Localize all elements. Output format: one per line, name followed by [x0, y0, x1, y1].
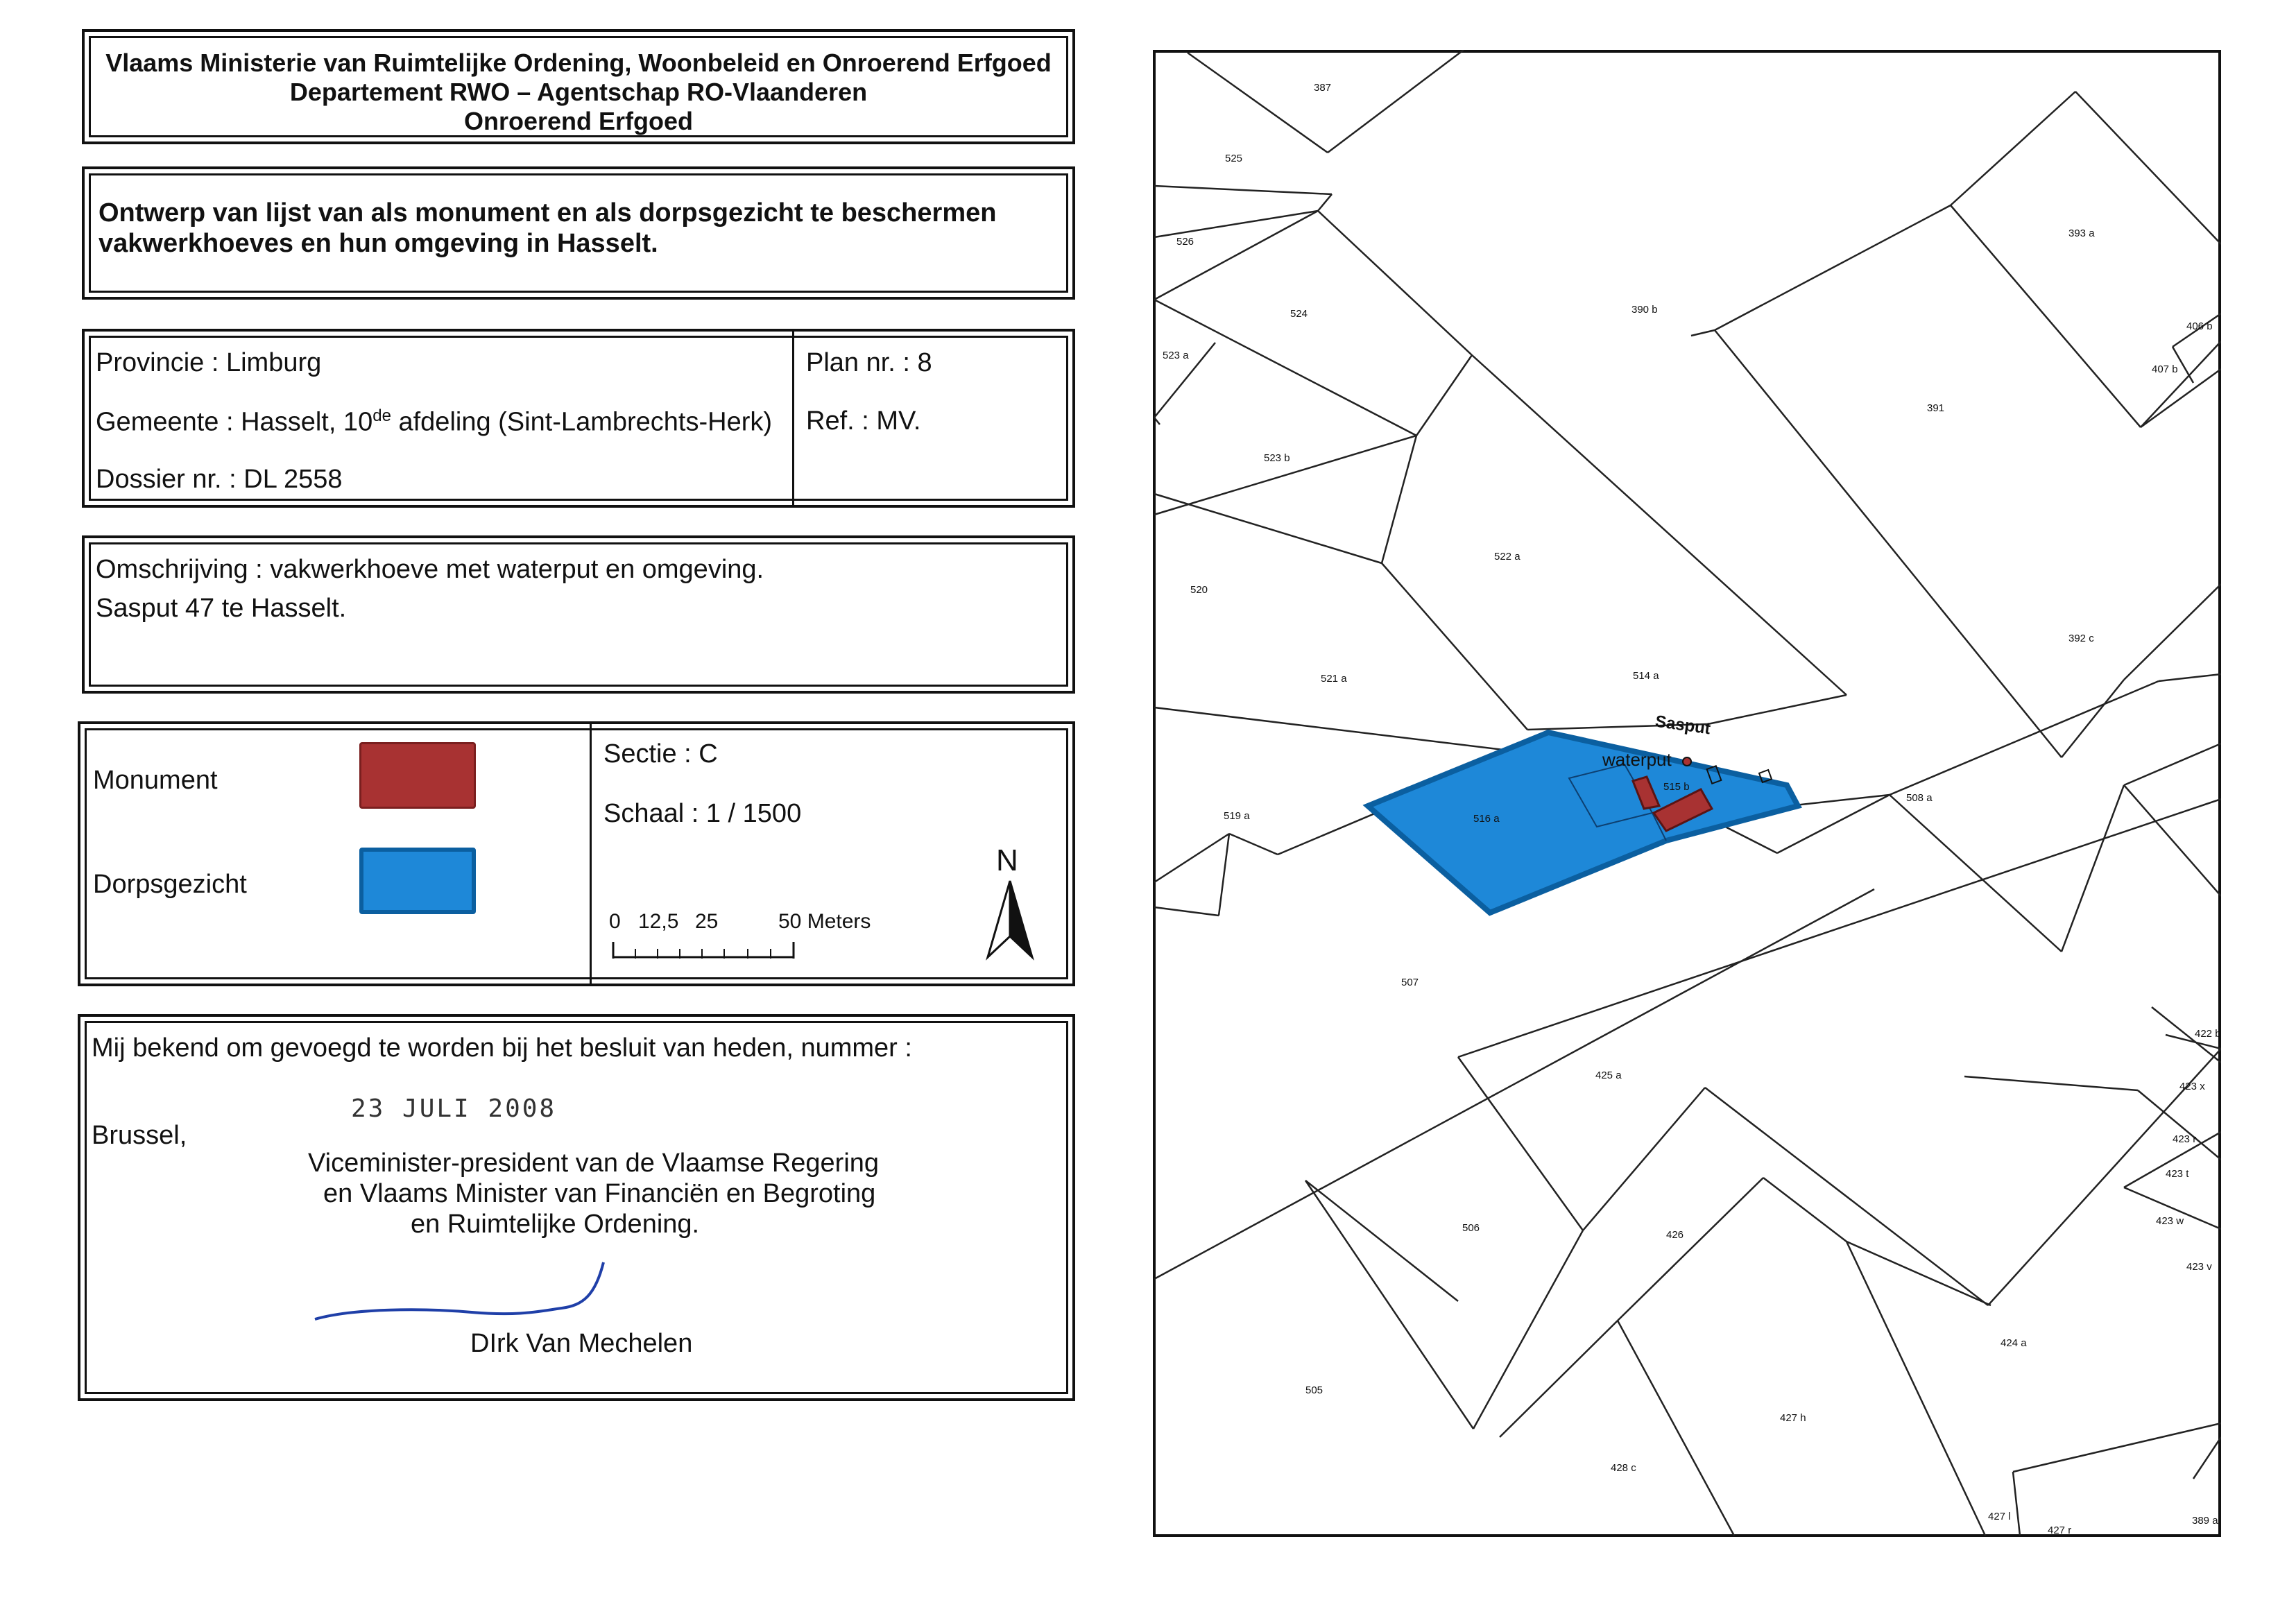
- department-name: Departement RWO – Agentschap RO-Vlaanderen: [289, 78, 868, 106]
- monument-label: Monument: [93, 766, 218, 795]
- approval-statement: Mij bekend om gevoegd te worden bij het besluit van heden, nummer :: [92, 1033, 912, 1063]
- gemeente: [96, 406, 772, 438]
- signatory: DIrk Van Mechelen: [470, 1329, 693, 1358]
- parcel-505: 505: [1305, 1384, 1323, 1396]
- parcel-407b: 407 b: [2152, 363, 2178, 375]
- dorpsgezicht-label: Dorpsgezicht: [93, 870, 247, 899]
- role-line-1: Viceminister-president van de Vlaamse Regering: [308, 1149, 880, 1178]
- legend-divider: [590, 724, 592, 984]
- reference: Ref. : MV.: [806, 406, 921, 436]
- cadastral-map: [1153, 50, 2221, 1537]
- schaal: Schaal : 1 / 1500: [603, 799, 802, 828]
- north-arrow-icon: [982, 878, 1038, 961]
- monument-swatch: [359, 742, 476, 809]
- scale-label-12-5: 12,5: [638, 910, 679, 933]
- parcel-390b: 390 b: [1631, 304, 1658, 316]
- role-line-2: en Vlaams Minister van Financiën en Begroting: [323, 1179, 876, 1208]
- gemeente-suffix: afdeling (Sint-Lambrechts-Herk): [391, 407, 773, 437]
- waterput-marker[interactable]: [1683, 757, 1691, 766]
- parcel-514a: 514 a: [1633, 670, 1659, 682]
- parcel-423w: 423 w: [2156, 1215, 2184, 1227]
- legend-box: [78, 721, 1075, 986]
- scale-bar: [609, 910, 871, 952]
- parcel-422b: 422 b: [2195, 1028, 2221, 1040]
- parcel-520: 520: [1190, 584, 1208, 596]
- parcel-387: 387: [1314, 82, 1332, 94]
- parcel-522a: 522 a: [1494, 551, 1520, 563]
- parcel-424a: 424 a: [2001, 1337, 2027, 1349]
- approval-box: [78, 1014, 1075, 1401]
- parcel-516a: 516 a: [1473, 813, 1500, 825]
- description-box: [82, 535, 1075, 694]
- title-box: [82, 166, 1075, 300]
- gemeente-prefix: Gemeente : Hasselt, 10: [96, 407, 373, 437]
- parcel-506: 506: [1462, 1222, 1480, 1234]
- parcel-526: 526: [1176, 236, 1194, 248]
- sectie: Sectie : C: [603, 739, 718, 768]
- role-line-3: en Ruimtelijke Ordening.: [411, 1210, 700, 1239]
- parcel-507: 507: [1401, 977, 1419, 988]
- scale-bar-ticks: [612, 941, 799, 960]
- parcel-425a: 425 a: [1595, 1070, 1622, 1081]
- parcel-391: 391: [1927, 402, 1945, 414]
- parcel-525: 525: [1225, 153, 1243, 164]
- agency-name: Onroerend Erfgoed: [463, 107, 694, 135]
- parcel-515b: 515 b: [1663, 781, 1690, 793]
- title-line-1: Ontwerp van lijst van als monument en als dorpsgezicht te beschermen: [98, 198, 997, 227]
- parcel-426: 426: [1666, 1229, 1684, 1241]
- gemeente-sup: de: [372, 406, 391, 425]
- parcel-428c: 428 c: [1611, 1462, 1636, 1474]
- north-label: N: [996, 843, 1018, 877]
- info-box: [82, 329, 1075, 508]
- scale-label-50: 50 Meters: [778, 910, 871, 933]
- parcel-406b: 406 b: [2186, 320, 2213, 332]
- header-box: [82, 29, 1075, 144]
- description-line-1: Omschrijving : vakwerkhoeve met waterput en omgeving.: [96, 555, 764, 584]
- ministry-name: Vlaams Ministerie van Ruimtelijke Ordening, Woonbeleid en Onroerend Erfgoed: [105, 49, 1052, 77]
- parcel-427r: 427 r: [2048, 1525, 2072, 1536]
- parcel-423r: 423 r: [2173, 1133, 2197, 1145]
- parcel-427l: 427 l: [1988, 1511, 2011, 1522]
- parcel-523b: 523 b: [1264, 452, 1290, 464]
- parcel-519a: 519 a: [1224, 810, 1250, 822]
- parcel-423v: 423 v: [2186, 1261, 2212, 1273]
- scale-label-0: 0: [609, 910, 621, 933]
- plan-number: Plan nr. : 8: [806, 348, 932, 377]
- dossier-number: Dossier nr. : DL 2558: [96, 465, 343, 494]
- city: Brussel,: [92, 1121, 187, 1150]
- title-line-2: vakwerkhoeves en hun omgeving in Hasselt.: [98, 229, 658, 258]
- street-label-sasput: Sasput: [1654, 712, 1712, 739]
- waterput-label: waterput: [1602, 749, 1672, 770]
- parcel-392c: 392 c: [2068, 633, 2094, 644]
- signature: [312, 1260, 659, 1329]
- dorpsgezicht-swatch: [359, 848, 476, 914]
- map-svg: [1153, 50, 2221, 1537]
- date-stamp: 23 JULI 2008: [351, 1094, 557, 1123]
- info-divider: [792, 332, 794, 505]
- parcel-389a: 389 a: [2192, 1515, 2218, 1527]
- description-line-2: Sasput 47 te Hasselt.: [96, 594, 347, 623]
- parcel-508a: 508 a: [1906, 792, 1933, 804]
- parcel-393a: 393 a: [2068, 227, 2095, 239]
- parcel-523a: 523 a: [1163, 350, 1189, 361]
- parcel-521a: 521 a: [1321, 673, 1347, 685]
- scale-label-25: 25: [695, 910, 719, 933]
- parcel-427h: 427 h: [1780, 1412, 1806, 1424]
- parcel-423t: 423 t: [2166, 1168, 2189, 1180]
- parcel-524: 524: [1290, 308, 1308, 320]
- parcel-423x: 423 x: [2179, 1081, 2205, 1092]
- provincie: Provincie : Limburg: [96, 348, 322, 377]
